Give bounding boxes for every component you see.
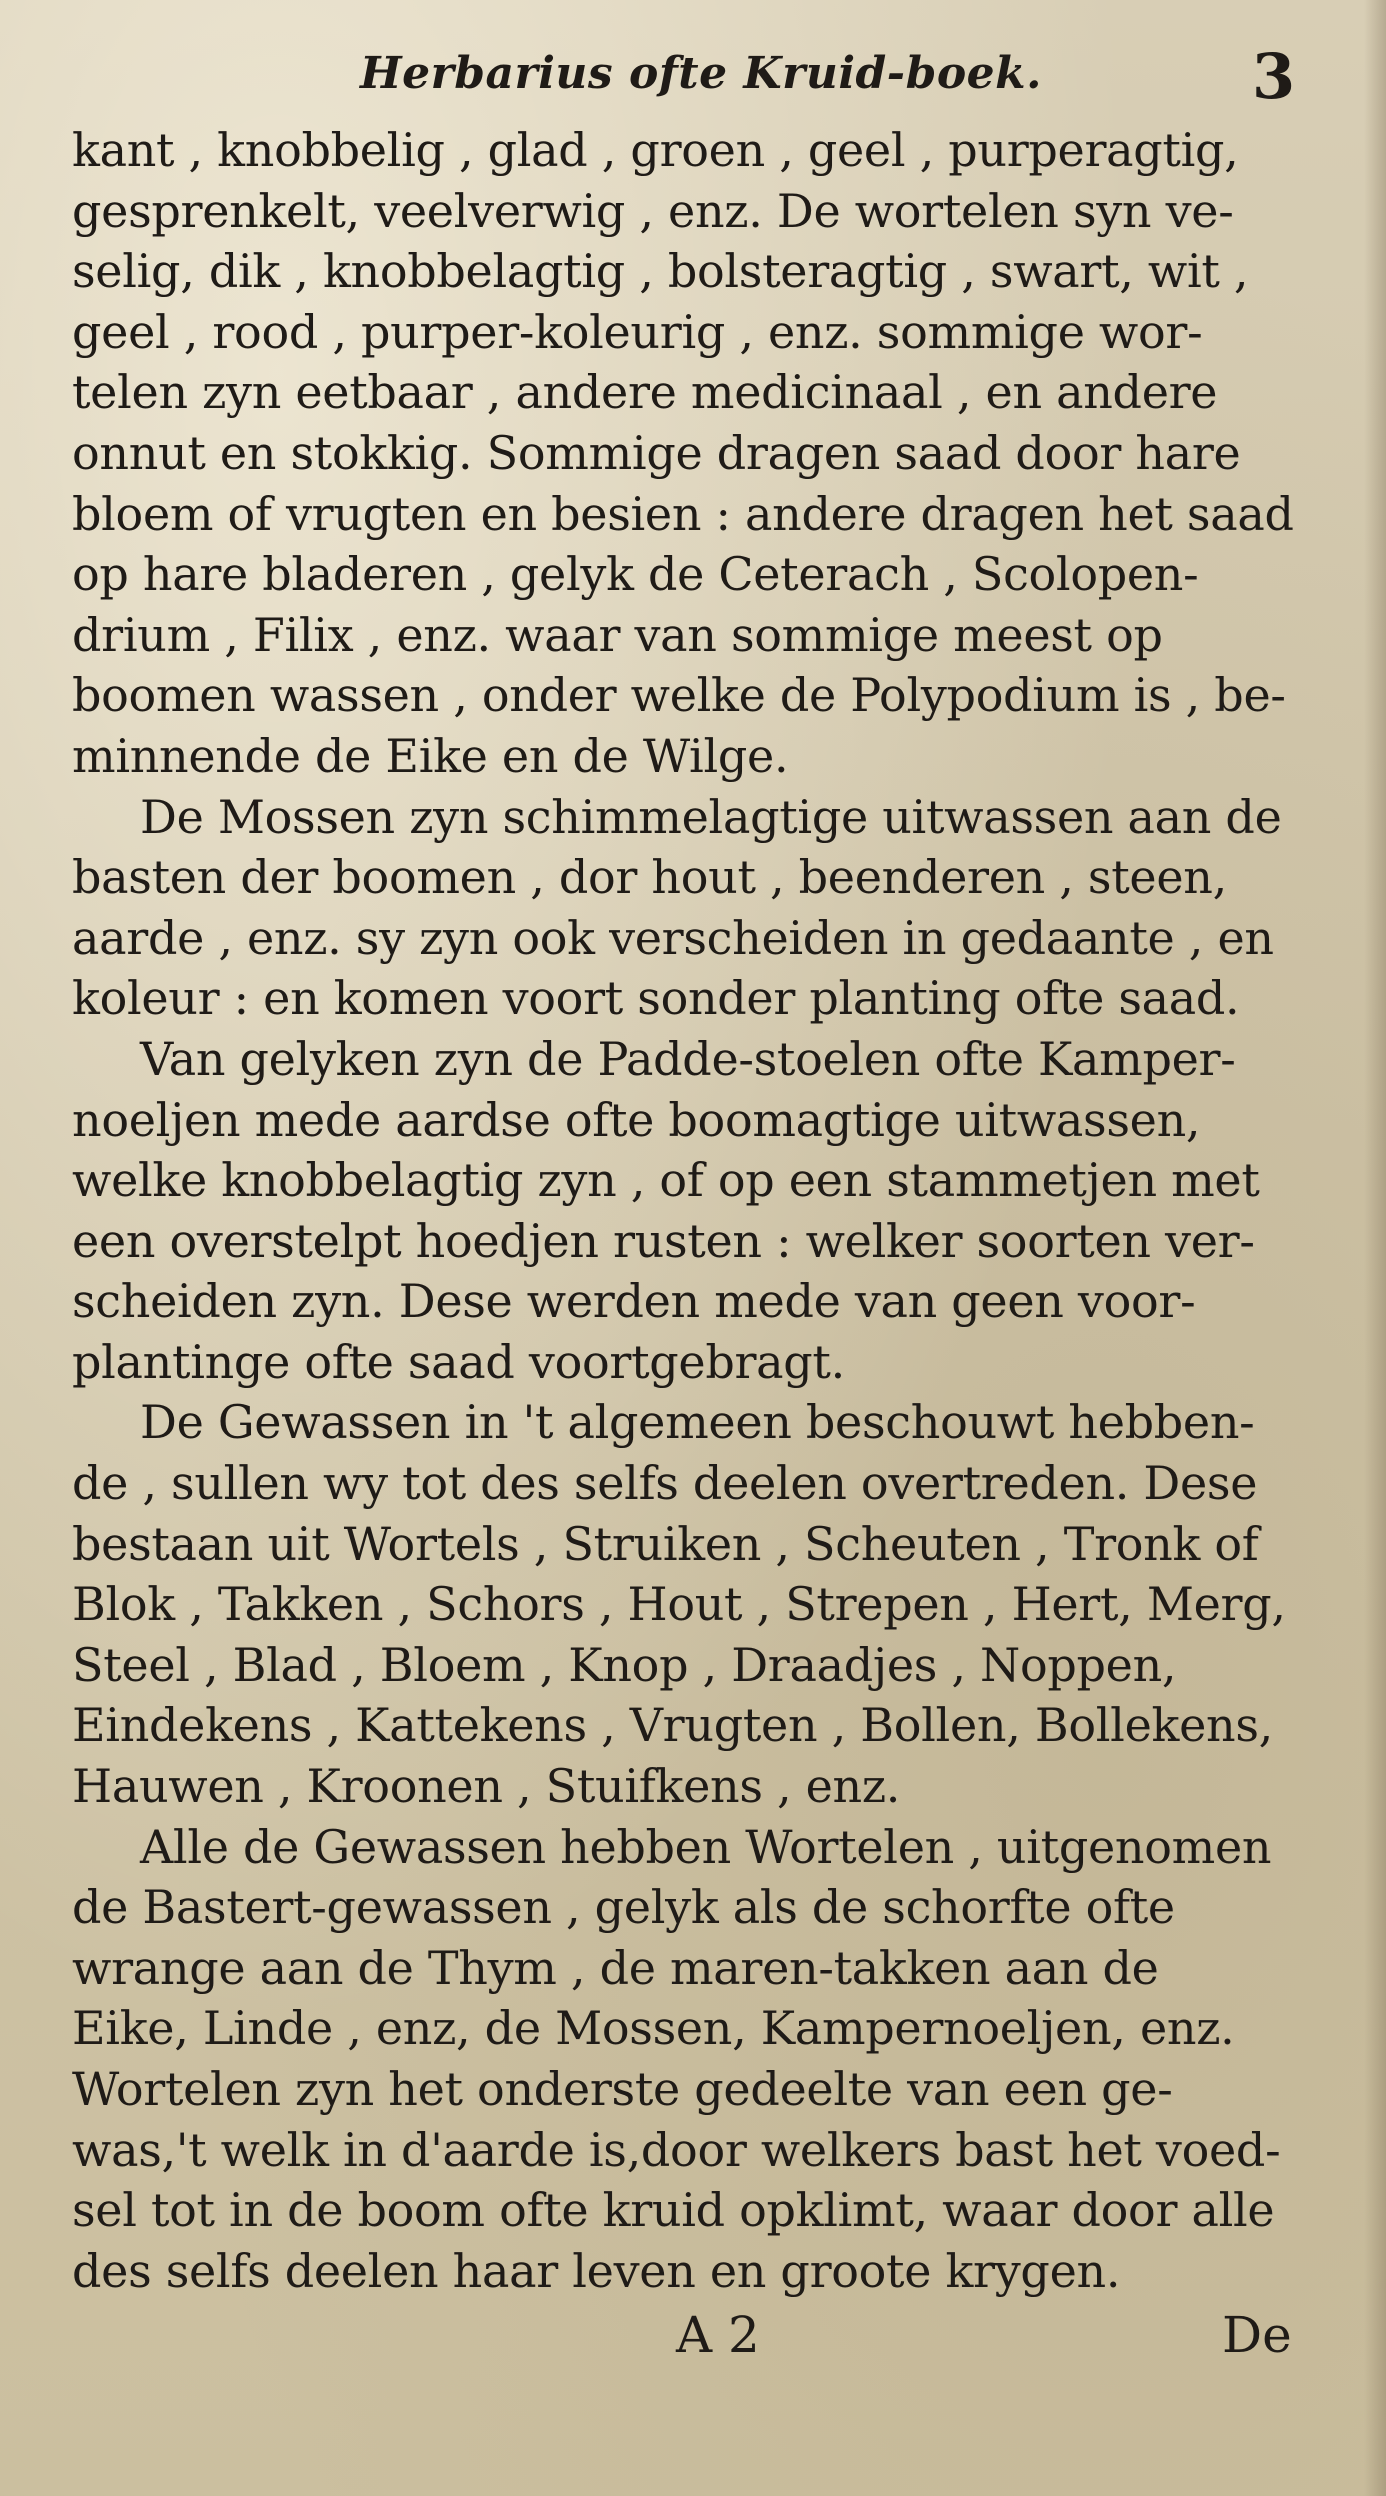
text-line: was,'t welk in d'aarde is,door welkers bast het voed- [72, 2122, 1281, 2177]
text-line: de Bastert-gewassen , gelyk als de schorfte ofte [72, 1880, 1175, 1935]
text-line: plantinge ofte saad voortgebragt. [72, 1334, 845, 1389]
text-line: de , sullen wy tot des selfs deelen overtreden. Dese [72, 1456, 1258, 1511]
text-line: koleur : en komen voort sonder planting ofte saad. [72, 971, 1240, 1026]
text-line: Eike, Linde , enz, de Mossen, Kampernoeljen, enz. [72, 2001, 1235, 2056]
text-line: wrange aan de Thym , de maren-takken aan de [72, 1940, 1159, 1995]
text-line: minnende de Eike en de Wilge. [72, 728, 789, 783]
text-line: op hare bladeren , gelyk de Ceterach , Scolopen- [72, 547, 1199, 602]
text-line: Hauwen , Kroonen , Stuifkens , enz. [72, 1759, 901, 1814]
paragraph-start-line: Alle de Gewassen hebben Wortelen , uitgenomen [140, 1819, 1272, 1874]
text-line: basten der boomen , dor hout , beenderen , steen, [72, 850, 1227, 905]
text-line: des selfs deelen haar leven en groote krygen. [72, 2243, 1121, 2298]
text-line: telen zyn eetbaar , andere medicinaal , en andere [72, 365, 1218, 420]
text-line: scheiden zyn. Dese werden mede van geen voor- [72, 1274, 1196, 1329]
text-line: Steel , Blad , Bloem , Knop , Draadjes , Noppen, [72, 1637, 1177, 1692]
text-line: Eindekens , Kattekens , Vrugten , Bollen, Bollekens, [72, 1698, 1273, 1753]
text-line: geel , rood , purper-koleurig , enz. sommige wor- [72, 304, 1203, 359]
paragraph-start-line: De Mossen zyn schimmelagtige uitwassen aan de [140, 789, 1282, 844]
text-line: Wortelen zyn het onderste gedeelte van een ge- [72, 2062, 1173, 2116]
page-number: 3 [1252, 40, 1296, 113]
page-edge-shadow [1364, 0, 1386, 2496]
text-line: bestaan uit Wortels , Struiken , Scheuten , Tronk of [72, 1516, 1259, 1571]
paragraph-start-line: De Gewassen in 't algemeen beschouwt hebben- [140, 1395, 1255, 1450]
paragraph-start-line: Van gelyken zyn de Padde-stoelen ofte Kamper- [140, 1031, 1236, 1086]
catchword: De [1222, 2306, 1292, 2364]
text-line: onnut en stokkig. Sommige dragen saad door hare [72, 425, 1241, 480]
body-text [72, 120, 1312, 2301]
text-line: een overstelpt hoedjen rusten : welker soorten ver- [72, 1213, 1255, 1268]
text-line: aarde , enz. sy zyn ook verscheiden in gedaante , en [72, 910, 1274, 965]
page-header [0, 30, 1386, 120]
running-title: Herbarius ofte Kruid-boek. [360, 48, 1042, 99]
text-line: bloem of vrugten en besien : andere dragen het saad [72, 486, 1294, 541]
text-line: boomen wassen , onder welke de Polypodium is , be- [72, 668, 1286, 723]
text-line: noeljen mede aardse ofte boomagtige uitwassen, [72, 1092, 1201, 1147]
text-line: sel tot in de boom ofte kruid opklimt, waar door alle [72, 2183, 1275, 2238]
text-line: gesprenkelt, veelverwig , enz. De wortelen syn ve- [72, 183, 1234, 238]
page-footer [0, 2306, 1386, 2386]
text-line: Blok , Takken , Schors , Hout , Strepen , Hert, Merg, [72, 1577, 1286, 1632]
text-line: selig, dik , knobbelagtig , bolsteragtig , swart, wit , [72, 244, 1249, 299]
text-line: drium , Filix , enz. waar van sommige meest op [72, 607, 1163, 662]
signature-mark: A 2 [676, 2306, 760, 2364]
text-line: welke knobbelagtig zyn , of op een stammetjen met [72, 1153, 1260, 1208]
text-line: kant , knobbelig , glad , groen , geel , purperagtig, [72, 123, 1239, 177]
